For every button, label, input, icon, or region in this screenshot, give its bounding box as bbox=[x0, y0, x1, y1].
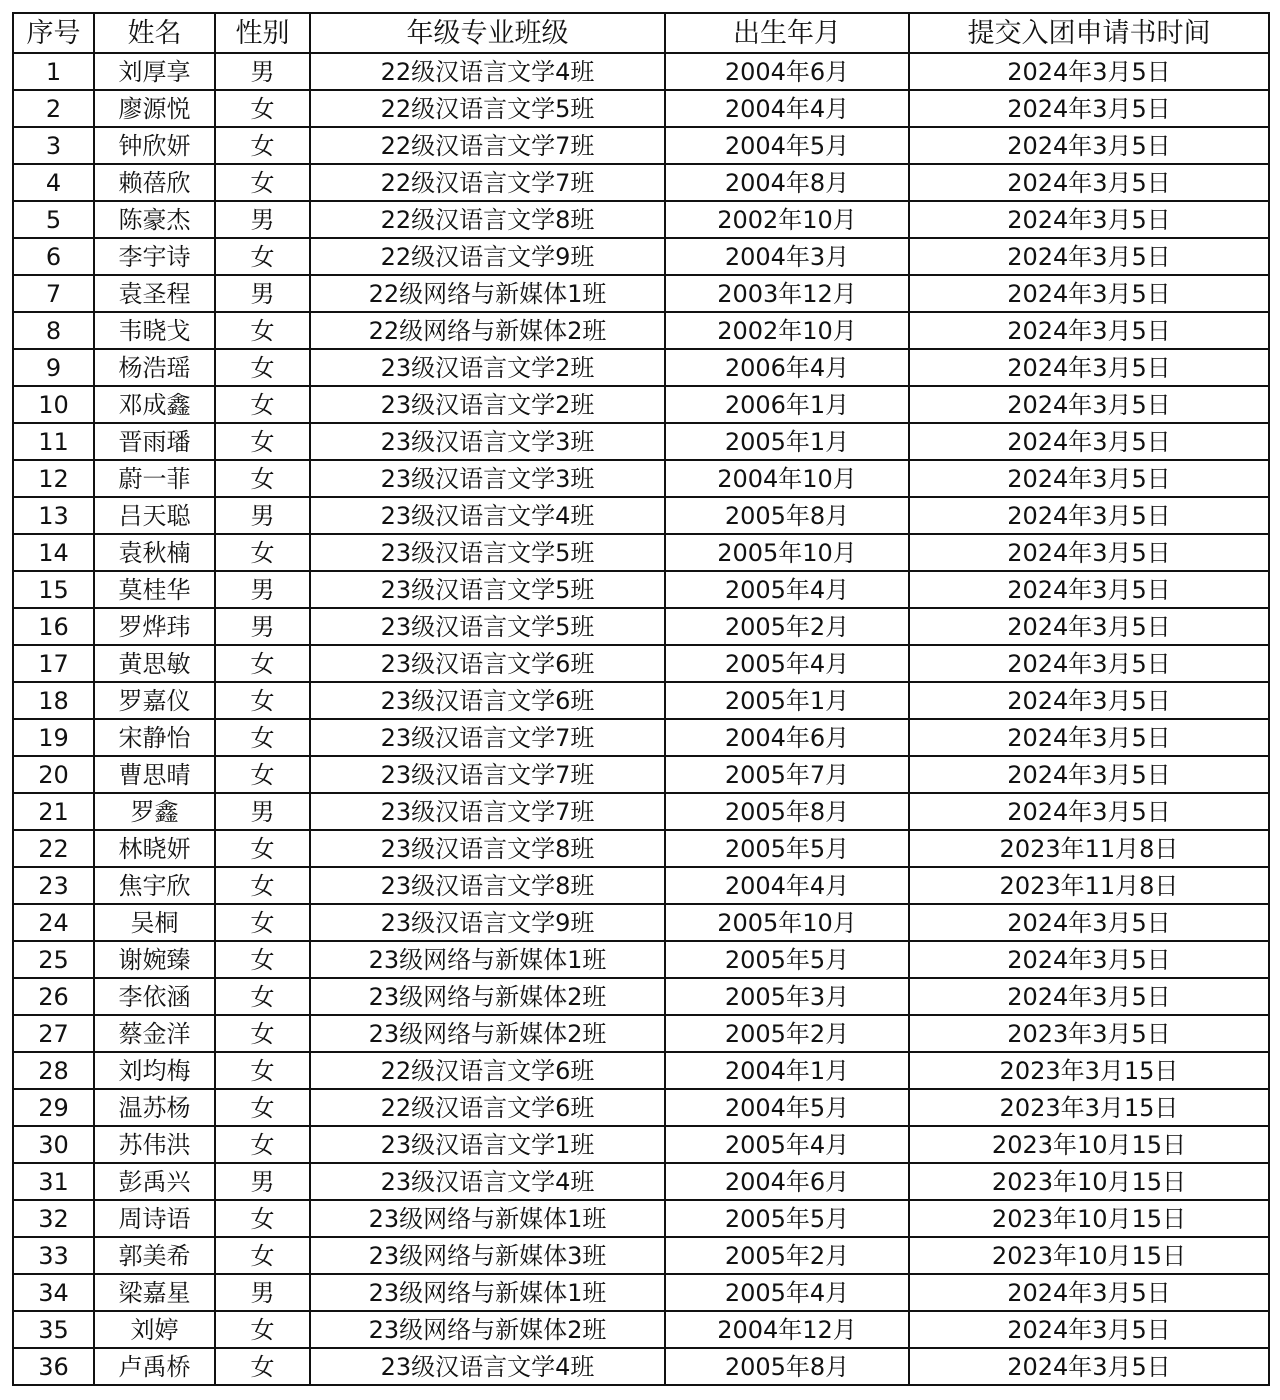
cell-gender: 男 bbox=[215, 793, 310, 830]
cell-index: 20 bbox=[13, 756, 94, 793]
cell-gender: 女 bbox=[215, 1200, 310, 1237]
cell-index: 33 bbox=[13, 1237, 94, 1274]
table-row bbox=[13, 867, 1269, 904]
table-row bbox=[13, 423, 1269, 460]
cell-name: 吴桐 bbox=[94, 904, 215, 941]
cell-class: 23级汉语言文学8班 bbox=[310, 830, 665, 867]
cell-birth-month: 2005年2月 bbox=[665, 608, 909, 645]
cell-birth-month: 2002年10月 bbox=[665, 312, 909, 349]
cell-index: 9 bbox=[13, 349, 94, 386]
cell-application-date: 2024年3月5日 bbox=[909, 534, 1269, 571]
cell-name: 温苏杨 bbox=[94, 1089, 215, 1126]
cell-class: 22级网络与新媒体1班 bbox=[310, 275, 665, 312]
cell-class: 23级汉语言文学6班 bbox=[310, 645, 665, 682]
cell-class: 23级汉语言文学5班 bbox=[310, 534, 665, 571]
table-row bbox=[13, 1089, 1269, 1126]
cell-name: 刘厚享 bbox=[94, 53, 215, 90]
cell-index: 1 bbox=[13, 53, 94, 90]
cell-name: 彭禹兴 bbox=[94, 1163, 215, 1200]
table-row bbox=[13, 460, 1269, 497]
cell-application-date: 2024年3月5日 bbox=[909, 941, 1269, 978]
cell-index: 10 bbox=[13, 386, 94, 423]
cell-name: 曹思晴 bbox=[94, 756, 215, 793]
cell-birth-month: 2005年8月 bbox=[665, 497, 909, 534]
table-row bbox=[13, 1052, 1269, 1089]
cell-gender: 男 bbox=[215, 571, 310, 608]
cell-name: 林晓妍 bbox=[94, 830, 215, 867]
cell-index: 29 bbox=[13, 1089, 94, 1126]
cell-index: 2 bbox=[13, 90, 94, 127]
cell-application-date: 2024年3月5日 bbox=[909, 1274, 1269, 1311]
cell-index: 32 bbox=[13, 1200, 94, 1237]
cell-birth-month: 2004年1月 bbox=[665, 1052, 909, 1089]
cell-application-date: 2024年3月5日 bbox=[909, 127, 1269, 164]
cell-index: 34 bbox=[13, 1274, 94, 1311]
cell-class: 22级汉语言文学6班 bbox=[310, 1089, 665, 1126]
cell-application-date: 2024年3月5日 bbox=[909, 719, 1269, 756]
cell-index: 22 bbox=[13, 830, 94, 867]
cell-birth-month: 2004年6月 bbox=[665, 53, 909, 90]
application-list-table-container bbox=[12, 12, 1268, 1388]
cell-name: 李宇诗 bbox=[94, 238, 215, 275]
cell-application-date: 2023年3月15日 bbox=[909, 1052, 1269, 1089]
table-row bbox=[13, 1348, 1269, 1385]
cell-name: 晋雨璠 bbox=[94, 423, 215, 460]
cell-name: 卢禹桥 bbox=[94, 1348, 215, 1385]
table-row bbox=[13, 238, 1269, 275]
cell-class: 23级汉语言文学1班 bbox=[310, 1126, 665, 1163]
cell-class: 22级网络与新媒体2班 bbox=[310, 312, 665, 349]
cell-application-date: 2023年11月8日 bbox=[909, 867, 1269, 904]
cell-application-date: 2024年3月5日 bbox=[909, 201, 1269, 238]
table-row bbox=[13, 497, 1269, 534]
cell-gender: 男 bbox=[215, 201, 310, 238]
cell-name: 韦晓戈 bbox=[94, 312, 215, 349]
cell-index: 19 bbox=[13, 719, 94, 756]
cell-gender: 女 bbox=[215, 238, 310, 275]
cell-gender: 男 bbox=[215, 275, 310, 312]
cell-gender: 女 bbox=[215, 1052, 310, 1089]
cell-application-date: 2024年3月5日 bbox=[909, 904, 1269, 941]
cell-birth-month: 2004年5月 bbox=[665, 1089, 909, 1126]
cell-application-date: 2023年10月15日 bbox=[909, 1163, 1269, 1200]
cell-birth-month: 2004年12月 bbox=[665, 1311, 909, 1348]
cell-birth-month: 2005年7月 bbox=[665, 756, 909, 793]
cell-index: 24 bbox=[13, 904, 94, 941]
cell-name: 焦宇欣 bbox=[94, 867, 215, 904]
cell-index: 18 bbox=[13, 682, 94, 719]
table-body bbox=[13, 53, 1269, 1385]
cell-class: 23级汉语言文学9班 bbox=[310, 904, 665, 941]
cell-name: 邓成鑫 bbox=[94, 386, 215, 423]
cell-index: 13 bbox=[13, 497, 94, 534]
cell-gender: 女 bbox=[215, 312, 310, 349]
cell-index: 16 bbox=[13, 608, 94, 645]
cell-birth-month: 2004年5月 bbox=[665, 127, 909, 164]
cell-name: 罗鑫 bbox=[94, 793, 215, 830]
cell-index: 15 bbox=[13, 571, 94, 608]
cell-class: 22级汉语言文学7班 bbox=[310, 164, 665, 201]
cell-birth-month: 2005年10月 bbox=[665, 534, 909, 571]
table-row bbox=[13, 127, 1269, 164]
cell-class: 22级汉语言文学4班 bbox=[310, 53, 665, 90]
cell-name: 蔡金洋 bbox=[94, 1015, 215, 1052]
cell-name: 梁嘉星 bbox=[94, 1274, 215, 1311]
cell-gender: 男 bbox=[215, 1163, 310, 1200]
cell-application-date: 2024年3月5日 bbox=[909, 460, 1269, 497]
cell-name: 刘均梅 bbox=[94, 1052, 215, 1089]
cell-class: 23级汉语言文学3班 bbox=[310, 460, 665, 497]
cell-application-date: 2024年3月5日 bbox=[909, 497, 1269, 534]
cell-gender: 女 bbox=[215, 460, 310, 497]
table-row bbox=[13, 1200, 1269, 1237]
cell-name: 罗烨玮 bbox=[94, 608, 215, 645]
cell-birth-month: 2004年4月 bbox=[665, 867, 909, 904]
cell-name: 周诗语 bbox=[94, 1200, 215, 1237]
table-row bbox=[13, 978, 1269, 1015]
application-list-table bbox=[12, 12, 1270, 1386]
cell-gender: 女 bbox=[215, 127, 310, 164]
cell-gender: 女 bbox=[215, 534, 310, 571]
table-row bbox=[13, 756, 1269, 793]
cell-birth-month: 2004年8月 bbox=[665, 164, 909, 201]
cell-application-date: 2023年10月15日 bbox=[909, 1126, 1269, 1163]
cell-gender: 女 bbox=[215, 349, 310, 386]
cell-birth-month: 2005年2月 bbox=[665, 1015, 909, 1052]
cell-class: 23级汉语言文学2班 bbox=[310, 386, 665, 423]
cell-application-date: 2024年3月5日 bbox=[909, 312, 1269, 349]
cell-name: 袁圣程 bbox=[94, 275, 215, 312]
cell-index: 31 bbox=[13, 1163, 94, 1200]
cell-birth-month: 2006年1月 bbox=[665, 386, 909, 423]
cell-class: 23级汉语言文学4班 bbox=[310, 1348, 665, 1385]
cell-gender: 女 bbox=[215, 756, 310, 793]
cell-class: 22级汉语言文学8班 bbox=[310, 201, 665, 238]
header-gender: 性别 bbox=[215, 13, 310, 53]
cell-gender: 女 bbox=[215, 1237, 310, 1274]
cell-application-date: 2023年10月15日 bbox=[909, 1200, 1269, 1237]
table-row bbox=[13, 1126, 1269, 1163]
cell-name: 杨浩瑶 bbox=[94, 349, 215, 386]
cell-gender: 女 bbox=[215, 830, 310, 867]
cell-class: 23级网络与新媒体1班 bbox=[310, 1200, 665, 1237]
cell-application-date: 2024年3月5日 bbox=[909, 275, 1269, 312]
cell-class: 23级网络与新媒体1班 bbox=[310, 941, 665, 978]
table-row bbox=[13, 719, 1269, 756]
cell-application-date: 2024年3月5日 bbox=[909, 53, 1269, 90]
header-application-date: 提交入团申请书时间 bbox=[909, 13, 1269, 53]
cell-gender: 女 bbox=[215, 904, 310, 941]
cell-gender: 女 bbox=[215, 941, 310, 978]
cell-birth-month: 2005年8月 bbox=[665, 1348, 909, 1385]
table-header bbox=[13, 13, 1269, 53]
cell-birth-month: 2004年3月 bbox=[665, 238, 909, 275]
cell-birth-month: 2005年8月 bbox=[665, 793, 909, 830]
cell-index: 14 bbox=[13, 534, 94, 571]
cell-gender: 男 bbox=[215, 608, 310, 645]
cell-gender: 女 bbox=[215, 423, 310, 460]
cell-gender: 女 bbox=[215, 978, 310, 1015]
header-name: 姓名 bbox=[94, 13, 215, 53]
cell-birth-month: 2005年4月 bbox=[665, 571, 909, 608]
table-row bbox=[13, 1163, 1269, 1200]
cell-class: 23级汉语言文学7班 bbox=[310, 719, 665, 756]
cell-name: 苏伟洪 bbox=[94, 1126, 215, 1163]
cell-name: 赖蓓欣 bbox=[94, 164, 215, 201]
cell-birth-month: 2005年3月 bbox=[665, 978, 909, 1015]
table-row bbox=[13, 90, 1269, 127]
header-birth-month: 出生年月 bbox=[665, 13, 909, 53]
table-row bbox=[13, 941, 1269, 978]
cell-application-date: 2023年10月15日 bbox=[909, 1237, 1269, 1274]
cell-gender: 女 bbox=[215, 1015, 310, 1052]
cell-index: 17 bbox=[13, 645, 94, 682]
cell-class: 23级汉语言文学4班 bbox=[310, 1163, 665, 1200]
cell-birth-month: 2003年12月 bbox=[665, 275, 909, 312]
cell-name: 莫桂华 bbox=[94, 571, 215, 608]
cell-name: 郭美希 bbox=[94, 1237, 215, 1274]
cell-application-date: 2024年3月5日 bbox=[909, 682, 1269, 719]
cell-birth-month: 2005年5月 bbox=[665, 941, 909, 978]
cell-class: 22级汉语言文学9班 bbox=[310, 238, 665, 275]
cell-gender: 女 bbox=[215, 867, 310, 904]
table-row bbox=[13, 201, 1269, 238]
cell-index: 5 bbox=[13, 201, 94, 238]
cell-birth-month: 2005年1月 bbox=[665, 682, 909, 719]
cell-class: 23级汉语言文学7班 bbox=[310, 756, 665, 793]
table-row bbox=[13, 830, 1269, 867]
cell-index: 30 bbox=[13, 1126, 94, 1163]
cell-birth-month: 2005年4月 bbox=[665, 1274, 909, 1311]
table-row bbox=[13, 386, 1269, 423]
table-row bbox=[13, 682, 1269, 719]
cell-class: 22级汉语言文学5班 bbox=[310, 90, 665, 127]
cell-birth-month: 2005年5月 bbox=[665, 830, 909, 867]
cell-gender: 女 bbox=[215, 1311, 310, 1348]
cell-birth-month: 2004年4月 bbox=[665, 90, 909, 127]
cell-class: 23级网络与新媒体2班 bbox=[310, 1015, 665, 1052]
table-row bbox=[13, 793, 1269, 830]
table-row bbox=[13, 608, 1269, 645]
cell-birth-month: 2005年4月 bbox=[665, 1126, 909, 1163]
cell-name: 刘婷 bbox=[94, 1311, 215, 1348]
cell-birth-month: 2005年4月 bbox=[665, 645, 909, 682]
cell-application-date: 2024年3月5日 bbox=[909, 423, 1269, 460]
cell-class: 23级网络与新媒体1班 bbox=[310, 1274, 665, 1311]
cell-application-date: 2024年3月5日 bbox=[909, 349, 1269, 386]
cell-index: 6 bbox=[13, 238, 94, 275]
cell-index: 4 bbox=[13, 164, 94, 201]
cell-application-date: 2024年3月5日 bbox=[909, 164, 1269, 201]
table-row bbox=[13, 53, 1269, 90]
table-row bbox=[13, 1274, 1269, 1311]
cell-name: 罗嘉仪 bbox=[94, 682, 215, 719]
cell-birth-month: 2006年4月 bbox=[665, 349, 909, 386]
cell-index: 36 bbox=[13, 1348, 94, 1385]
cell-gender: 女 bbox=[215, 1089, 310, 1126]
header-class: 年级专业班级 bbox=[310, 13, 665, 53]
cell-class: 23级汉语言文学3班 bbox=[310, 423, 665, 460]
table-row bbox=[13, 312, 1269, 349]
cell-application-date: 2024年3月5日 bbox=[909, 1348, 1269, 1385]
cell-gender: 男 bbox=[215, 53, 310, 90]
cell-class: 23级汉语言文学5班 bbox=[310, 571, 665, 608]
cell-application-date: 2024年3月5日 bbox=[909, 756, 1269, 793]
cell-index: 3 bbox=[13, 127, 94, 164]
cell-gender: 男 bbox=[215, 1274, 310, 1311]
cell-name: 廖源悦 bbox=[94, 90, 215, 127]
cell-birth-month: 2004年10月 bbox=[665, 460, 909, 497]
table-row bbox=[13, 275, 1269, 312]
cell-birth-month: 2002年10月 bbox=[665, 201, 909, 238]
cell-index: 27 bbox=[13, 1015, 94, 1052]
cell-index: 21 bbox=[13, 793, 94, 830]
cell-index: 26 bbox=[13, 978, 94, 1015]
table-row bbox=[13, 904, 1269, 941]
cell-application-date: 2023年3月5日 bbox=[909, 1015, 1269, 1052]
cell-class: 23级汉语言文学8班 bbox=[310, 867, 665, 904]
cell-name: 陈豪杰 bbox=[94, 201, 215, 238]
cell-gender: 女 bbox=[215, 90, 310, 127]
table-row bbox=[13, 164, 1269, 201]
cell-name: 袁秋楠 bbox=[94, 534, 215, 571]
cell-gender: 女 bbox=[215, 719, 310, 756]
header-index: 序号 bbox=[13, 13, 94, 53]
table-row bbox=[13, 1237, 1269, 1274]
cell-application-date: 2024年3月5日 bbox=[909, 978, 1269, 1015]
cell-application-date: 2024年3月5日 bbox=[909, 1311, 1269, 1348]
table-row bbox=[13, 1015, 1269, 1052]
cell-index: 25 bbox=[13, 941, 94, 978]
table-row bbox=[13, 645, 1269, 682]
table-row bbox=[13, 534, 1269, 571]
cell-birth-month: 2004年6月 bbox=[665, 1163, 909, 1200]
cell-gender: 女 bbox=[215, 164, 310, 201]
cell-class: 23级汉语言文学6班 bbox=[310, 682, 665, 719]
cell-application-date: 2024年3月5日 bbox=[909, 608, 1269, 645]
cell-index: 28 bbox=[13, 1052, 94, 1089]
cell-class: 23级汉语言文学7班 bbox=[310, 793, 665, 830]
cell-gender: 男 bbox=[215, 497, 310, 534]
cell-application-date: 2024年3月5日 bbox=[909, 793, 1269, 830]
cell-name: 谢婉臻 bbox=[94, 941, 215, 978]
cell-birth-month: 2004年6月 bbox=[665, 719, 909, 756]
cell-application-date: 2023年11月8日 bbox=[909, 830, 1269, 867]
cell-index: 23 bbox=[13, 867, 94, 904]
cell-application-date: 2024年3月5日 bbox=[909, 645, 1269, 682]
cell-index: 11 bbox=[13, 423, 94, 460]
cell-application-date: 2024年3月5日 bbox=[909, 90, 1269, 127]
table-row bbox=[13, 571, 1269, 608]
cell-class: 23级汉语言文学2班 bbox=[310, 349, 665, 386]
cell-index: 35 bbox=[13, 1311, 94, 1348]
cell-index: 7 bbox=[13, 275, 94, 312]
cell-birth-month: 2005年10月 bbox=[665, 904, 909, 941]
cell-birth-month: 2005年2月 bbox=[665, 1237, 909, 1274]
cell-class: 23级网络与新媒体2班 bbox=[310, 1311, 665, 1348]
cell-name: 吕天聪 bbox=[94, 497, 215, 534]
cell-name: 钟欣妍 bbox=[94, 127, 215, 164]
cell-index: 8 bbox=[13, 312, 94, 349]
header-row bbox=[13, 13, 1269, 53]
cell-birth-month: 2005年1月 bbox=[665, 423, 909, 460]
cell-birth-month: 2005年5月 bbox=[665, 1200, 909, 1237]
cell-class: 23级汉语言文学4班 bbox=[310, 497, 665, 534]
cell-class: 23级网络与新媒体2班 bbox=[310, 978, 665, 1015]
cell-index: 12 bbox=[13, 460, 94, 497]
table-row bbox=[13, 1311, 1269, 1348]
cell-application-date: 2024年3月5日 bbox=[909, 238, 1269, 275]
cell-gender: 女 bbox=[215, 1348, 310, 1385]
cell-gender: 女 bbox=[215, 645, 310, 682]
cell-name: 黄思敏 bbox=[94, 645, 215, 682]
cell-class: 22级汉语言文学7班 bbox=[310, 127, 665, 164]
cell-application-date: 2024年3月5日 bbox=[909, 386, 1269, 423]
cell-class: 22级汉语言文学6班 bbox=[310, 1052, 665, 1089]
table-row bbox=[13, 349, 1269, 386]
cell-gender: 女 bbox=[215, 682, 310, 719]
cell-application-date: 2023年3月15日 bbox=[909, 1089, 1269, 1126]
cell-name: 宋静怡 bbox=[94, 719, 215, 756]
cell-class: 23级汉语言文学5班 bbox=[310, 608, 665, 645]
cell-application-date: 2024年3月5日 bbox=[909, 571, 1269, 608]
cell-name: 蔚一菲 bbox=[94, 460, 215, 497]
cell-gender: 女 bbox=[215, 1126, 310, 1163]
cell-gender: 女 bbox=[215, 386, 310, 423]
cell-name: 李依涵 bbox=[94, 978, 215, 1015]
cell-class: 23级网络与新媒体3班 bbox=[310, 1237, 665, 1274]
